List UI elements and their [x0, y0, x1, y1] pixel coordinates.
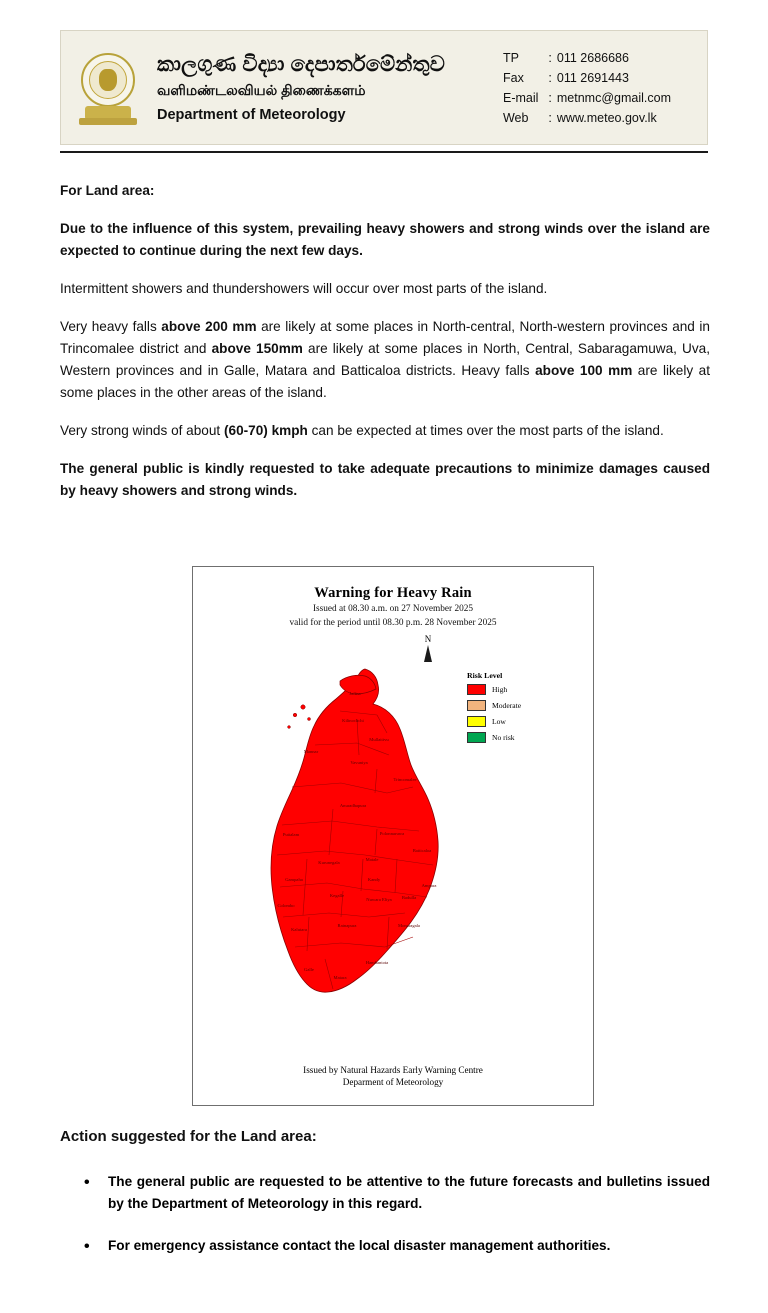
- svg-text:Ratnapura: Ratnapura: [337, 923, 357, 928]
- legend-item-moderate: [467, 700, 521, 711]
- legend-item-low: [467, 716, 521, 727]
- legend-swatch-norisk: [467, 732, 486, 743]
- contact-sep-tp: :: [548, 50, 552, 65]
- contact-row-email: [503, 88, 671, 108]
- contact-label-tp: TP: [502, 50, 519, 65]
- svg-text:Nuwara Eliya: Nuwara Eliya: [366, 897, 392, 902]
- legend-title: Risk Level: [467, 671, 503, 680]
- compass-north-icon: [415, 634, 441, 662]
- svg-text:Badulla: Badulla: [401, 895, 417, 900]
- warning-map-figure: [192, 566, 594, 1106]
- svg-text:Monaragala: Monaragala: [398, 923, 420, 928]
- svg-text:Jaffna: Jaffna: [349, 691, 361, 696]
- map-title: Warning for Heavy Rain: [314, 585, 472, 601]
- islet-3: [308, 718, 311, 721]
- legend-item-high: [467, 684, 521, 695]
- paragraph-very-heavy-falls: [60, 316, 710, 404]
- contact-label-web: Web: [502, 110, 529, 125]
- svg-text:Vavuniya: Vavuniya: [350, 760, 368, 765]
- contact-sep-fax: :: [548, 70, 552, 85]
- svg-text:Kalutara: Kalutara: [291, 927, 307, 932]
- legend-label-high: High: [492, 685, 508, 694]
- action-list-item: • The general public are requested to be attentive to the future forecasts and bulletins issued by the Department of Meteorology in this regard.: [104, 1171, 710, 1215]
- org-name-english: Department of Meteorology: [157, 107, 346, 124]
- contact-row-fax: [503, 68, 671, 88]
- vh-text-2: are likely at some places in North-central, North-western provinces and in Trincomalee district and: [60, 319, 710, 357]
- sri-lanka-map-svg: [237, 659, 462, 1044]
- contact-value-fax: 011 2691443: [556, 70, 629, 85]
- action-list: [60, 1171, 710, 1256]
- contact-block: [503, 48, 671, 128]
- vh-text-4: are likely at some places in the other areas of the island.: [60, 363, 710, 401]
- paragraph-strong-winds: [60, 420, 710, 442]
- svg-text:Anuradhapura: Anuradhapura: [339, 803, 367, 808]
- legend-label-norisk: No risk: [492, 733, 515, 742]
- vh-bold-150mm: above 150mm: [211, 341, 303, 357]
- svg-text:Galle: Galle: [304, 967, 314, 972]
- contact-row-tp: [503, 48, 671, 68]
- compass-label: N: [424, 634, 432, 644]
- svg-text:Mannar: Mannar: [303, 749, 319, 754]
- paragraph-public-precautions: The general public is kindly requested to take adequate precautions to minimize damages caused by heavy showers and strong winds.: [60, 461, 710, 499]
- vh-text-1: Very heavy falls: [60, 319, 162, 335]
- paragraph-influence: Due to the influence of this system, prevailing heavy showers and strong winds over the island are expected to continue during the next few days.: [60, 221, 710, 259]
- sri-lanka-map: [237, 659, 462, 1044]
- legend-swatch-moderate: [467, 700, 486, 711]
- legend-label-moderate: Moderate: [492, 701, 522, 710]
- org-name-tamil: வளிமண்டலவியல் திணைக்களம்: [157, 81, 366, 98]
- legend-swatch-high: [467, 684, 486, 695]
- islet-1: [301, 705, 305, 709]
- svg-text:Matale: Matale: [365, 857, 379, 862]
- vh-text-3: are likely at some places in North, Central, Sabaragamuwa, Uva, Western provinces and in Galle, Matara and Batticaloa districts. Heavy falls: [60, 341, 710, 379]
- header-divider: [60, 151, 708, 153]
- svg-text:Colombo: Colombo: [277, 903, 295, 908]
- svg-text:Polonnaruwa: Polonnaruwa: [379, 831, 405, 836]
- svg-text:Mullaitivu: Mullaitivu: [369, 737, 389, 742]
- letterhead: [60, 30, 708, 145]
- wind-bold-speed: (60-70) kmph: [223, 423, 308, 439]
- map-footer-line1: Issued by Natural Hazards Early Warning Centre: [303, 1065, 483, 1076]
- svg-text:Matara: Matara: [333, 975, 347, 980]
- bulletin-body: [60, 180, 710, 518]
- org-name-sinhala: කාලගුණ විද්‍යා දෙපාර්තමේන්තුව: [157, 52, 446, 76]
- islet-2: [293, 713, 297, 717]
- contact-sep-email: :: [548, 90, 552, 105]
- svg-text:Kurunegala: Kurunegala: [318, 860, 340, 865]
- heading-for-land-area: For Land area:: [60, 183, 155, 198]
- contact-value-email[interactable]: metnmc@gmail.com: [556, 90, 671, 105]
- wind-text-2: can be expected at times over the most parts of the island.: [307, 423, 664, 439]
- svg-text:Gampaha: Gampaha: [285, 877, 303, 882]
- map-legend: [467, 671, 521, 748]
- svg-text:Puttalam: Puttalam: [282, 832, 300, 837]
- svg-text:Kandy: Kandy: [367, 877, 381, 882]
- svg-text:Trincomalee: Trincomalee: [393, 777, 417, 782]
- legend-swatch-low: [467, 716, 486, 727]
- svg-text:Ampara: Ampara: [421, 883, 437, 888]
- contact-label-fax: Fax: [502, 70, 524, 85]
- contact-row-web: [503, 108, 671, 128]
- sri-lanka-national-emblem-icon: [75, 50, 141, 126]
- action-section: [60, 1128, 710, 1276]
- svg-text:Kegalle: Kegalle: [329, 893, 345, 898]
- svg-text:Hambantota: Hambantota: [365, 960, 389, 965]
- svg-text:Kilinochchi: Kilinochchi: [342, 718, 364, 723]
- contact-value-tp: 011 2686686: [556, 50, 629, 65]
- map-footer: [193, 1065, 593, 1089]
- vh-bold-200mm: above 200 mm: [161, 319, 257, 335]
- map-valid-line: valid for the period until 08.30 p.m. 28 November 2025: [289, 617, 497, 628]
- contact-label-email: E-mail: [502, 90, 539, 105]
- legend-label-low: Low: [492, 717, 506, 726]
- wind-text-1: Very strong winds of about: [60, 423, 224, 439]
- map-issued-line: Issued at 08.30 a.m. on 27 November 2025: [312, 604, 474, 614]
- paragraph-intermittent: Intermittent showers and thundershowers will occur over most parts of the island.: [60, 281, 548, 297]
- map-footer-line2: Deparment of Meteorology: [342, 1077, 444, 1088]
- vh-bold-100mm: above 100 mm: [535, 363, 633, 379]
- legend-item-norisk: [467, 732, 521, 743]
- islet-4: [288, 726, 291, 729]
- action-heading: Action suggested for the Land area:: [60, 1128, 317, 1145]
- organisation-names: [151, 52, 445, 124]
- contact-sep-web: :: [548, 110, 552, 125]
- contact-value-web[interactable]: www.meteo.gov.lk: [556, 110, 657, 125]
- svg-text:Batticaloa: Batticaloa: [412, 848, 432, 853]
- action-list-item: • For emergency assistance contact the local disaster management authorities.: [104, 1235, 710, 1257]
